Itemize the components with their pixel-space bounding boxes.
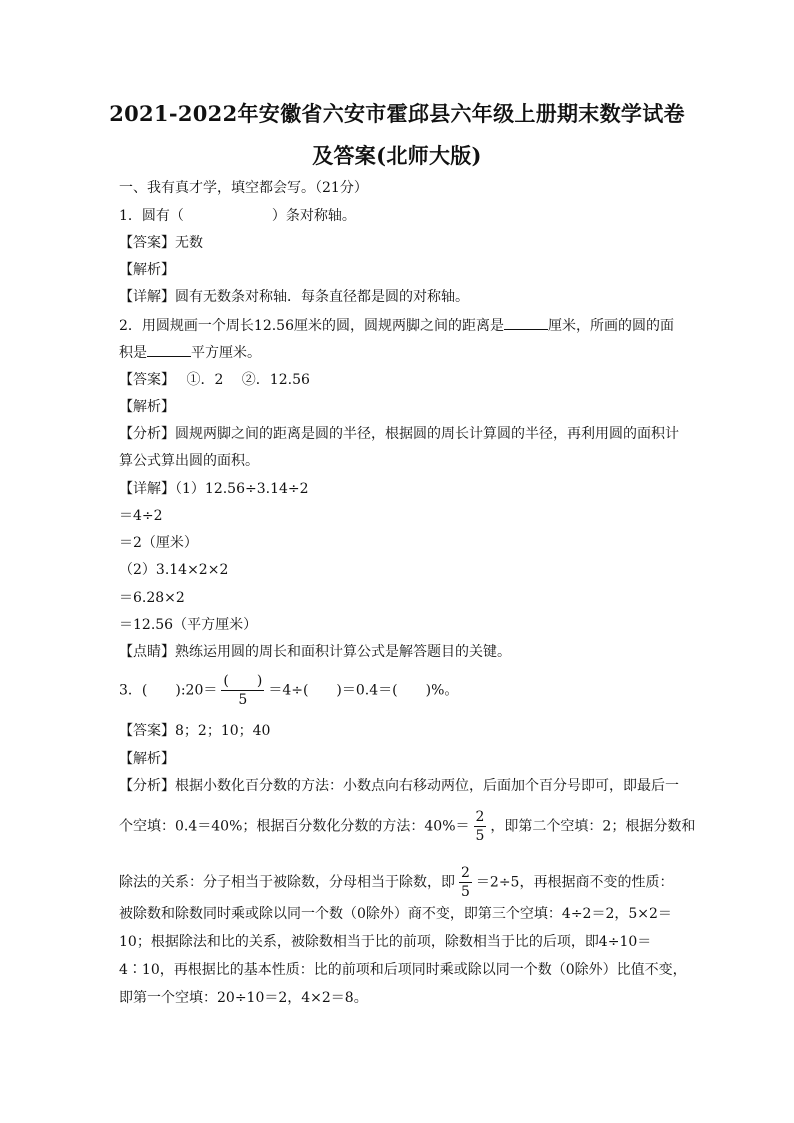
fraction-numerator: ( ) bbox=[223, 673, 263, 689]
question-2-detail-line-3: ＝2（厘米） bbox=[119, 535, 198, 551]
question-3-stem bbox=[119, 672, 458, 709]
question-1-jiexi: 【解析】 bbox=[119, 262, 175, 278]
question-2-stem-line-1 bbox=[119, 315, 674, 336]
question-2-dianjing: 【点睛】熟练运用圆的周长和面积计算公式是解答题目的关键。 bbox=[119, 644, 511, 660]
question-1-stem-part-b: ）条对称轴。 bbox=[271, 208, 356, 224]
question-3-stem-part-1: ( ):20＝ bbox=[141, 682, 218, 699]
question-3-analysis-line-2-part-b: ，即第二个空填：2；根据分数和 bbox=[490, 818, 696, 835]
question-3-analysis-line-3-part-b: ＝2÷5，再根据商不变的性质： bbox=[475, 874, 674, 891]
question-3-jiexi: 【解析】 bbox=[119, 751, 175, 767]
answer-blank bbox=[147, 342, 191, 357]
fraction-numerator: 2 bbox=[461, 865, 470, 881]
question-2-detail-line-1: 【详解】（1）12.56÷3.14÷2 bbox=[119, 481, 309, 497]
fraction-numerator: 2 bbox=[475, 809, 485, 825]
question-3-analysis-line-3 bbox=[119, 864, 673, 901]
question-2-stem-part-a: 2．用圆规画一个周长12.56厘米的圆，圆规两脚之间的距离是 bbox=[119, 318, 504, 334]
question-1-stem bbox=[119, 206, 356, 226]
question-2-detail-line-2: ＝4÷2 bbox=[119, 508, 163, 524]
question-2-analysis-line-2: 算公式算出圆的面积。 bbox=[119, 453, 259, 469]
question-3-analysis-line-2 bbox=[119, 808, 695, 845]
question-2-answer: 【答案】 ①．2 ②．12.56 bbox=[119, 372, 310, 388]
section-heading: 一、我有真才学，填空都会写。（21分） bbox=[119, 180, 368, 196]
fraction-denominator: 5 bbox=[475, 828, 485, 844]
question-2-stem-part-b: 厘米，所画的圆的面 bbox=[548, 318, 674, 334]
question-3-analysis-line-1: 【分析】根据小数化百分数的方法：小数点向右移动两位，后面加个百分号即可，即最后一 bbox=[119, 778, 679, 794]
fraction-denominator: 5 bbox=[238, 692, 248, 708]
question-3-analysis-line-3-part-a: 除法的关系：分子相当于被除数，分母相当于除数，即 bbox=[119, 874, 455, 891]
question-3-fraction bbox=[221, 672, 264, 709]
question-2-jiexi: 【解析】 bbox=[119, 399, 175, 415]
question-3-stem-part-2: ＝4÷( )＝0.4＝( )%。 bbox=[268, 682, 459, 699]
question-2-detail-line-6: ＝12.56（平方厘米） bbox=[119, 617, 258, 633]
question-3-analysis-line-5: 10；根据除法和比的关系，被除数相当于比的前项，除数相当于比的后项，即4÷10＝ bbox=[119, 934, 652, 950]
question-3-number: 3． bbox=[119, 682, 142, 699]
question-3-analysis-line-2-part-a: 个空填：0.4＝40%；根据百分数化分数的方法：40%＝ bbox=[119, 818, 470, 835]
question-3-analysis-fraction-2 bbox=[459, 864, 472, 901]
document-title-line-2: 及答案(北师大版) bbox=[312, 143, 482, 168]
fraction-denominator: 5 bbox=[461, 884, 470, 900]
question-3-analysis-line-4: 被除数和除数同时乘或除以同一个数（0除外）商不变，即第三个空填：4÷2＝2，5×2＝ bbox=[119, 906, 672, 922]
question-2-stem-part-d: 平方厘米。 bbox=[191, 345, 261, 361]
question-3-answer: 【答案】8；2；10；40 bbox=[119, 723, 271, 739]
question-2-analysis-line-1: 【分析】圆规两脚之间的距离是圆的半径，根据圆的周长计算圆的半径，再利用圆的面积计 bbox=[119, 426, 679, 442]
question-2-detail-line-4: （2）3.14×2×2 bbox=[119, 562, 229, 578]
question-2-detail-line-5: ＝6.28×2 bbox=[119, 590, 185, 606]
question-2-stem-line-2 bbox=[119, 342, 261, 363]
question-1-answer: 【答案】无数 bbox=[119, 235, 203, 251]
document-title-line-1: 2021-2022年安徽省六安市霍邱县六年级上册期末数学试卷 bbox=[109, 101, 685, 126]
answer-blank bbox=[504, 315, 548, 330]
question-1-detail: 【详解】圆有无数条对称轴．每条直径都是圆的对称轴。 bbox=[119, 289, 469, 305]
question-2-stem-part-c: 积是 bbox=[119, 345, 147, 361]
question-3-analysis-line-6: 4∶10，再根据比的基本性质：比的前项和后项同时乘或除以同一个数（0除外）比值不变， bbox=[119, 962, 687, 978]
question-1-stem-part-a: 1．圆有（ bbox=[119, 208, 184, 224]
question-3-analysis-line-7: 即第一个空填：20÷10＝2，4×2＝8。 bbox=[119, 990, 368, 1006]
question-3-analysis-fraction-1 bbox=[474, 808, 487, 845]
